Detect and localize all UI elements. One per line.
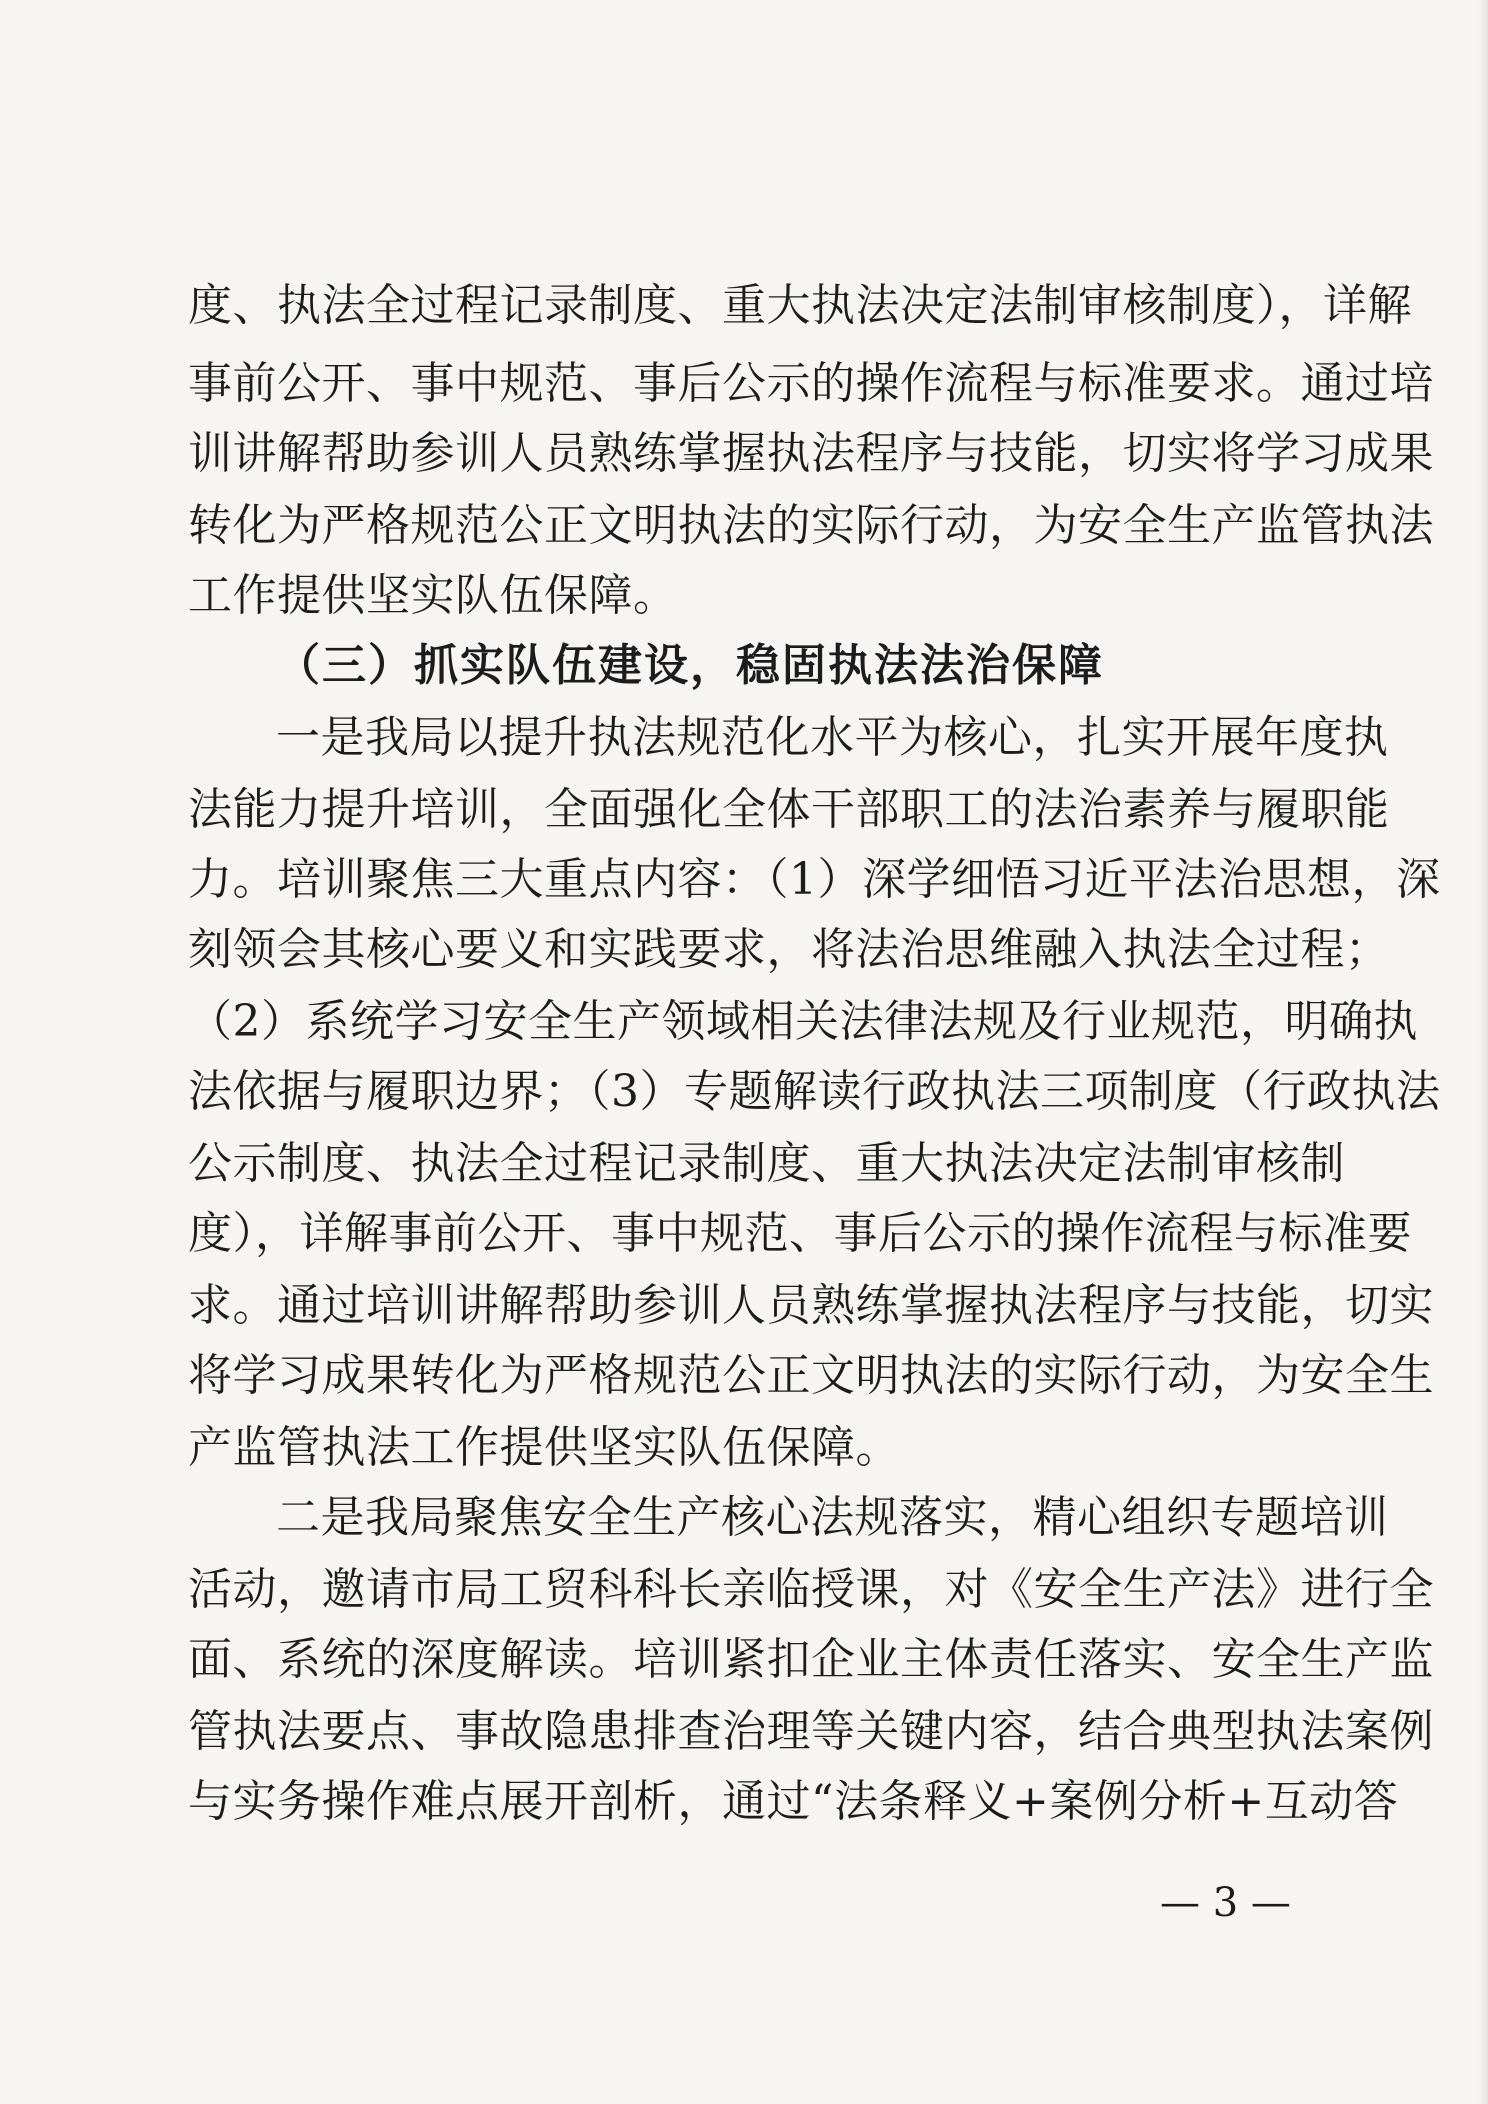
paragraph-3-line-3: 面、系统的深度解读。培训紧扣企业主体责任落实、安全生产监 <box>188 1634 1434 1685</box>
paragraph-2-line-11: 产监管执法工作提供坚实队伍保障。 <box>188 1422 900 1473</box>
paragraph-1-line-4: 转化为严格规范公正文明执法的实际行动，为安全生产监管执法 <box>188 500 1434 551</box>
paragraph-2-line-9: 求。通过培训讲解帮助参训人员熟练掌握执法程序与技能，切实 <box>188 1280 1434 1331</box>
section-heading: （三）抓实队伍建设，稳固执法法治保障 <box>276 640 1104 691</box>
paragraph-2-line-3: 力。培训聚焦三大重点内容：（1）深学细悟习近平法治思想，深 <box>188 854 1441 905</box>
paragraph-2-line-6: 法依据与履职边界；（3）专题解读行政执法三项制度（行政执法 <box>188 1066 1441 1117</box>
paragraph-3-line-4: 管执法要点、事故隐患排查治理等关键内容，结合典型执法案例 <box>188 1706 1434 1757</box>
paragraph-3-line-2: 活动，邀请市局工贸科科长亲临授课，对《安全生产法》进行全 <box>188 1564 1434 1615</box>
paragraph-3-line-1: 二是我局聚焦安全生产核心法规落实，精心组织专题培训 <box>276 1492 1389 1543</box>
paragraph-2-line-1: 一是我局以提升执法规范化水平为核心，扎实开展年度执 <box>276 712 1389 763</box>
paragraph-1-line-5: 工作提供坚实队伍保障。 <box>188 570 678 621</box>
paragraph-1-line-1: 度、执法全过程记录制度、重大执法决定法制审核制度），详解 <box>188 280 1412 331</box>
scan-edge-shadow <box>1478 0 1488 2104</box>
paragraph-2-line-5: （2）系统学习安全生产领域相关法律法规及行业规范，明确执 <box>188 996 1418 1047</box>
paragraph-1-line-2: 事前公开、事中规范、事后公示的操作流程与标准要求。通过培 <box>188 358 1434 409</box>
paragraph-2-line-10: 将学习成果转化为严格规范公正文明执法的实际行动，为安全生 <box>188 1350 1434 1401</box>
paragraph-2-line-2: 法能力提升培训，全面强化全体干部职工的法治素养与履职能 <box>188 784 1390 835</box>
paragraph-3-line-5: 与实务操作难点展开剖析，通过“法条释义+案例分析+互动答 <box>188 1776 1399 1827</box>
page-number: — 3 — <box>1160 1880 1291 1926</box>
paragraph-2-line-4: 刻领会其核心要义和实践要求，将法治思维融入执法全过程； <box>188 924 1390 975</box>
paragraph-1-line-3: 训讲解帮助参训人员熟练掌握执法程序与技能，切实将学习成果 <box>188 428 1434 479</box>
paragraph-2-line-8: 度），详解事前公开、事中规范、事后公示的操作流程与标准要 <box>188 1208 1412 1259</box>
paragraph-2-line-7: 公示制度、执法全过程记录制度、重大执法决定法制审核制 <box>188 1138 1345 1189</box>
